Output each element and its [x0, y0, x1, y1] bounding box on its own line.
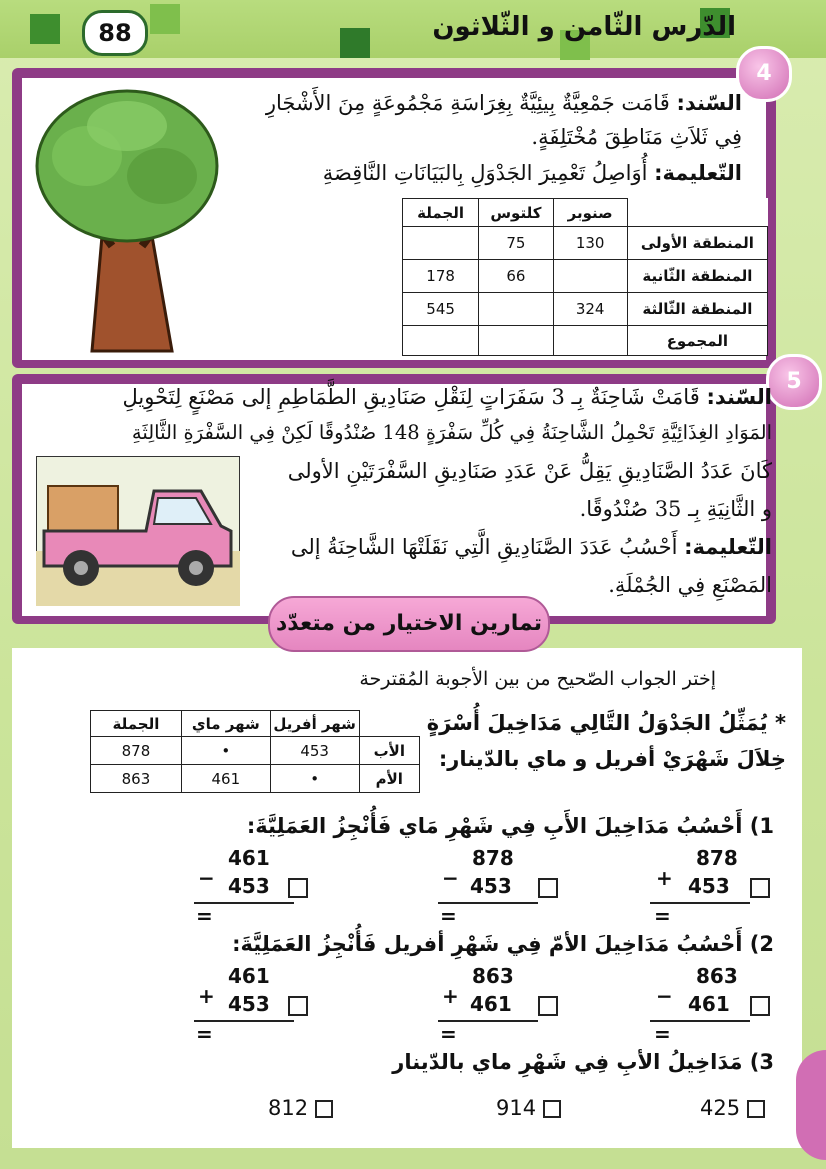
- equals-sign: =: [196, 904, 213, 928]
- mc-intro-2: خِلاَلَ شَهْرَيْ أفريل و ماي بالدّينار:: [438, 747, 786, 771]
- table-cell[interactable]: [553, 260, 627, 293]
- table-cell: [627, 199, 767, 227]
- table-cell[interactable]: [403, 326, 479, 356]
- table-row-label: المنطقة الثّانية: [627, 260, 767, 293]
- table-row-label: الأب: [359, 737, 419, 765]
- answer-checkbox[interactable]: [288, 996, 308, 1016]
- operator-sign: +: [656, 866, 673, 890]
- question-3: 3) مَدَاخِيلُ الأبِ فِي شَهْرِ ماي بالدّينار: [392, 1050, 774, 1074]
- table-header: الجملة: [91, 711, 182, 737]
- ex4-instruction: [222, 158, 742, 188]
- option-value: 914: [496, 1096, 537, 1120]
- table-row-label: المجموع: [627, 326, 767, 356]
- equals-sign: =: [196, 1022, 213, 1046]
- equals-sign: =: [654, 904, 671, 928]
- table-header: صنوبر: [553, 199, 627, 227]
- ex5-instruction-line2: المَصْنَعِ فِي الجُمْلَةِ.: [608, 573, 772, 597]
- ex5-instruction: [252, 532, 772, 562]
- decor-circle: [796, 1050, 826, 1160]
- operand-top: 461: [228, 846, 270, 870]
- operand-bottom: 461: [470, 992, 512, 1016]
- table-cell: 878: [91, 737, 182, 765]
- operator-sign: −: [198, 866, 215, 890]
- table-row-label: المنطقة الثّالثة: [627, 293, 767, 326]
- exercise-4-badge: 4: [736, 46, 792, 102]
- operand-bottom: 453: [470, 874, 512, 898]
- ex4-sanad: [222, 88, 742, 118]
- answer-checkbox[interactable]: [538, 996, 558, 1016]
- table-cell[interactable]: [479, 326, 553, 356]
- sanad-text: قَامَتْ شَاحِنَةٌ بِـ 3 سَفَرَاتٍ لِنَقْلِ صَنَادِيقِ الطَّمَاطِمِ إلى مَصْنَعٍ لِتَحْوِيلِ: [122, 385, 700, 409]
- sanad-label: السّند:: [676, 91, 742, 115]
- table-cell: 75: [479, 227, 553, 260]
- q3-option-c[interactable]: [268, 1096, 348, 1120]
- trees-table: [402, 198, 768, 356]
- answer-checkbox[interactable]: [750, 878, 770, 898]
- answer-checkbox[interactable]: [750, 996, 770, 1016]
- operator-sign: +: [442, 984, 459, 1008]
- answer-checkbox[interactable]: [538, 878, 558, 898]
- exercise-5-badge: 5: [766, 354, 822, 410]
- q3-option-a[interactable]: [700, 1096, 780, 1120]
- table-cell: •: [181, 737, 270, 765]
- instruction-label: التّعليمة:: [684, 535, 772, 559]
- table-cell: 130: [553, 227, 627, 260]
- operator-sign: +: [198, 984, 215, 1008]
- section-title: تمارين الاختيار من متعدّد: [268, 596, 550, 652]
- tree-illustration: [32, 86, 222, 356]
- sanad-text: قَامَت جَمْعِيَّةٌ بِيئِيَّةٌ بِغِرَاسَةِ مَجْمُوعَةٍ مِنَ الأَشْجَارِ: [265, 91, 670, 115]
- operand-bottom: 453: [228, 874, 270, 898]
- table-cell: 545: [403, 293, 479, 326]
- table-cell[interactable]: [479, 293, 553, 326]
- answer-checkbox[interactable]: [543, 1100, 561, 1118]
- operand-top: 461: [228, 964, 270, 988]
- income-table: [90, 710, 420, 793]
- table-cell[interactable]: [403, 227, 479, 260]
- operand-top: 863: [696, 964, 738, 988]
- instruction-text: أَحْسُبُ عَدَدَ الصَّنَادِيقِ الَّتِي نَقَلَتْهَا الشَّاحِنَةُ إلى: [290, 535, 678, 559]
- operand-top: 878: [696, 846, 738, 870]
- table-cell: 453: [270, 737, 359, 765]
- table-cell[interactable]: [553, 326, 627, 356]
- decor-square: [150, 4, 180, 34]
- decor-square: [30, 14, 60, 44]
- ex5-line-3: كَانَ عَدَدُ الصَّنَادِيقِ يَقِلُّ عَنْ عَدَدِ صَنَادِيقِ السَّفْرَتَيْنِ الأولى: [287, 459, 772, 483]
- lesson-title: الدّرس الثّامن و الثّلاثون: [432, 12, 736, 42]
- mc-intro-1: * يُمَثِّلُ الجَدْوَلُ التَّالِي مَدَاخِيلَ أُسْرَةٍ: [426, 711, 786, 735]
- table-cell: •: [270, 765, 359, 793]
- choose-instruction: إختر الجواب الصّحيح من بين الأجوبة المُقترحة: [359, 668, 716, 690]
- table-cell: 863: [91, 765, 182, 793]
- equals-sign: =: [654, 1022, 671, 1046]
- sanad-label: السّند:: [706, 385, 772, 409]
- ex5-line-1: [72, 382, 772, 412]
- table-cell: 178: [403, 260, 479, 293]
- table-header: شهر ماي: [181, 711, 270, 737]
- operand-top: 863: [472, 964, 514, 988]
- table-header: كلتوس: [479, 199, 553, 227]
- ex4-sanad-line2: فِي ثَلاَثِ مَنَاطِقَ مُخْتَلِفَةٍ.: [531, 125, 742, 149]
- answer-checkbox[interactable]: [747, 1100, 765, 1118]
- table-cell: 324: [553, 293, 627, 326]
- equals-sign: =: [440, 1022, 457, 1046]
- instruction-label: التّعليمة:: [654, 161, 742, 185]
- operand-bottom: 461: [688, 992, 730, 1016]
- q3-option-b[interactable]: [496, 1096, 576, 1120]
- truck-illustration: [36, 456, 240, 606]
- decor-square: [340, 28, 370, 58]
- question-1: 1) أَحْسُبُ مَدَاخِيلَ الأَبِ فِي شَهْرِ مَاي فَأُنْجِزُ العَمَلِيَّةَ:: [246, 814, 774, 838]
- operator-sign: −: [442, 866, 459, 890]
- table-row-label: المنطقة الأولى: [627, 227, 767, 260]
- option-value: 812: [268, 1096, 309, 1120]
- operand-top: 878: [472, 846, 514, 870]
- operand-bottom: 453: [688, 874, 730, 898]
- answer-checkbox[interactable]: [315, 1100, 333, 1118]
- page-number: 88: [82, 10, 148, 56]
- operator-sign: −: [656, 984, 673, 1008]
- table-header: الجملة: [403, 199, 479, 227]
- table-cell: 461: [181, 765, 270, 793]
- question-2: 2) أَحْسُبُ مَدَاخِيلَ الأمّ فِي شَهْرِ أفريل فَأُنْجِزُ العَمَلِيَّةَ:: [232, 932, 774, 956]
- operand-bottom: 453: [228, 992, 270, 1016]
- table-header: شهر أفريل: [270, 711, 359, 737]
- ex5-line-4: و الثَّانِيَةِ بِـ 35 صُنْدُوقًا.: [579, 497, 772, 521]
- equals-sign: =: [440, 904, 457, 928]
- table-cell: [359, 711, 419, 737]
- option-value: 425: [700, 1096, 741, 1120]
- answer-checkbox[interactable]: [288, 878, 308, 898]
- table-row-label: الأم: [359, 765, 419, 793]
- ex5-line-2: المَوَادِ الغِذَائِيَّةِ تَحْمِلُ الشَّاحِنَةُ فِي كُلِّ سَفْرَةٍ 148 صُنْدُوقًا لَكِنْ فِي السَّفْرَةِ الثَّالِثَةِ: [131, 421, 772, 444]
- table-cell: 66: [479, 260, 553, 293]
- instruction-text: أُوَاصِلُ تَعْمِيرَ الجَدْوَلِ بِالبَيَانَاتِ النَّاقِصَةِ: [322, 161, 648, 185]
